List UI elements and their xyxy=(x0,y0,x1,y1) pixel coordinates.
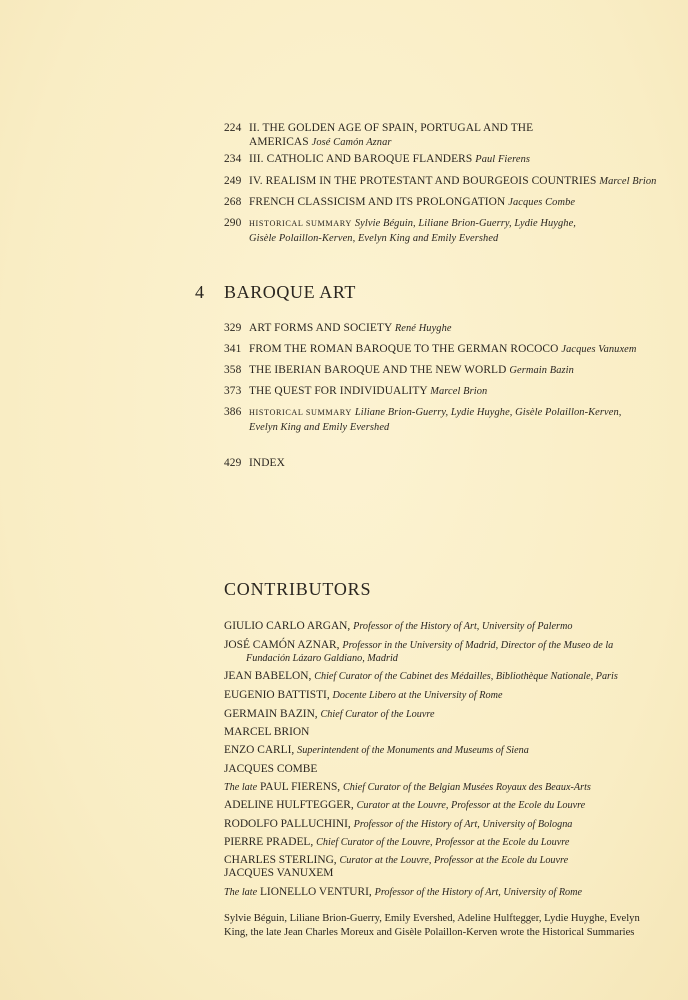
entry-author: Jacques Vanuxem xyxy=(561,344,637,355)
entry-title: II. THE GOLDEN AGE OF SPAIN, PORTUGAL AND THE xyxy=(249,122,534,134)
entry-author: Paul Fierens xyxy=(475,154,531,165)
toc-entry xyxy=(224,195,674,210)
contributor-name: PAUL FIERENS, xyxy=(259,781,341,793)
contributor-name: JOSÉ CAMÓN AZNAR, xyxy=(224,639,340,651)
toc-entry xyxy=(224,342,674,357)
contributor-name: JACQUES COMBE xyxy=(224,763,318,775)
entry-title: THE QUEST FOR INDIVIDUALITY xyxy=(249,385,428,397)
contributor xyxy=(224,799,654,812)
contributor xyxy=(224,854,654,867)
contributor-desc: Professor of the History of Art, University of Rome xyxy=(374,887,583,898)
toc-entry xyxy=(224,405,674,435)
contributor-name: GERMAIN BAZIN, xyxy=(224,708,318,720)
contributor xyxy=(224,781,654,794)
contributor xyxy=(224,620,654,633)
page-number: 234 xyxy=(224,153,242,165)
page-number: 341 xyxy=(224,343,242,355)
page-number: 329 xyxy=(224,322,242,334)
entry-title: ART FORMS AND SOCIETY xyxy=(249,322,392,334)
contributor-prefix: The late xyxy=(224,887,258,898)
page-number: 373 xyxy=(224,385,242,397)
contributor-desc: Curator at the Louvre, Professor at the Ecole du Louvre xyxy=(356,800,586,811)
contributor-desc: Professor of the History of Art, University of Palermo xyxy=(353,621,573,632)
page-number: 358 xyxy=(224,364,242,376)
entry-title: IV. REALISM IN THE PROTESTANT AND BOURGEOIS COUNTRIES xyxy=(249,175,597,187)
page-number: 249 xyxy=(224,175,242,187)
toc-entry xyxy=(224,121,674,150)
toc-entry xyxy=(224,174,674,189)
entry-author-cont: Gisèle Polaillon-Kerven, Evelyn King and Emily Evershed xyxy=(249,233,499,244)
contributor-desc: Curator at the Louvre, Professor at the Ecole du Louvre xyxy=(339,855,569,866)
entry-title-cont: AMERICAS xyxy=(249,136,309,148)
contributor-desc: Superintendent of the Monuments and Museums of Siena xyxy=(297,745,529,756)
contributor-desc-cont: Fundación Lázaro Galdiano, Madrid xyxy=(246,653,398,664)
contributor-desc: Chief Curator of the Louvre, Professor at the Ecole du Louvre xyxy=(316,837,570,848)
historical-summary-label: HISTORICAL SUMMARY xyxy=(249,408,352,417)
contributor xyxy=(224,670,654,683)
section-title: BAROQUE ART xyxy=(224,282,357,302)
contributor-name: CHARLES STERLING, xyxy=(224,854,337,866)
contributor-desc: Professor of the History of Art, University of Bologna xyxy=(353,819,573,830)
contributor-name: ADELINE HULFTEGGER, xyxy=(224,799,354,811)
contributor-name: EUGENIO BATTISTI, xyxy=(224,689,330,701)
contributor xyxy=(224,708,654,721)
contributor-desc: Chief Curator of the Cabinet des Médailles, Bibliothèque Nationale, Paris xyxy=(314,671,618,682)
contributor-prefix: The late xyxy=(224,782,258,793)
entry-title: III. CATHOLIC AND BAROQUE FLANDERS xyxy=(249,153,473,165)
contributors-heading: CONTRIBUTORS xyxy=(224,579,372,599)
contributor xyxy=(224,836,654,849)
contributor-name: PIERRE PRADEL, xyxy=(224,836,314,848)
summaries-note: Sylvie Béguin, Liliane Brion-Guerry, Emily Evershed, Adeline Hulftegger, Lydie Huyghe, Evelyn King, the late Jean Charles Moreux and Gisèle Polaillon-Kerven wrote the Historical Summaries xyxy=(224,913,640,938)
page-number: 224 xyxy=(224,122,242,134)
contributor-desc: Chief Curator of the Belgian Musées Royaux des Beaux-Arts xyxy=(343,782,591,793)
page-number: 268 xyxy=(224,196,242,208)
page-number: 290 xyxy=(224,217,242,229)
toc-entry-index xyxy=(224,456,674,470)
contributor-desc: Professor in the University of Madrid, Director of the Museo de la xyxy=(342,640,614,651)
toc-entry xyxy=(224,321,674,336)
entry-author: Germain Bazin xyxy=(509,365,574,376)
contributor-desc: Docente Libero at the University of Rome xyxy=(332,690,503,701)
toc-entry xyxy=(224,363,674,378)
page-number: 429 xyxy=(224,457,242,469)
contributor-name: JACQUES VANUXEM xyxy=(224,867,334,879)
entry-author: Jacques Combe xyxy=(508,197,576,208)
contributor xyxy=(224,867,654,880)
entry-author: Liliane Brion-Guerry, Lydie Huyghe, Gisèle Polaillon-Kerven, xyxy=(354,407,622,418)
entry-author: José Camón Aznar xyxy=(311,137,392,148)
contributor-desc: Chief Curator of the Louvre xyxy=(320,709,435,720)
contributor-name: MARCEL BRION xyxy=(224,726,310,738)
entry-author: Marcel Brion xyxy=(430,386,488,397)
contributor-name: JEAN BABELON, xyxy=(224,670,312,682)
contributor-name: RODOLFO PALLUCHINI, xyxy=(224,818,351,830)
entry-author: Marcel Brion xyxy=(599,176,657,187)
historical-summary-label: HISTORICAL SUMMARY xyxy=(249,219,352,228)
contributor xyxy=(224,886,654,899)
toc-entry xyxy=(224,216,674,246)
toc-entry xyxy=(224,384,674,399)
contributor-name: LIONELLO VENTURI, xyxy=(259,886,372,898)
contributor xyxy=(224,763,654,776)
contributor-name: GIULIO CARLO ARGAN, xyxy=(224,620,351,632)
entry-title: THE IBERIAN BAROQUE AND THE NEW WORLD xyxy=(249,364,507,376)
entry-title: INDEX xyxy=(249,457,285,469)
contributor xyxy=(224,744,654,757)
contributor-name: ENZO CARLI, xyxy=(224,744,295,756)
section-number: 4 xyxy=(195,282,204,302)
contributor xyxy=(224,689,654,702)
toc-entry xyxy=(224,152,674,167)
contributor xyxy=(224,726,654,739)
contributor xyxy=(224,639,654,665)
entry-title: FROM THE ROMAN BAROQUE TO THE GERMAN ROCOCO xyxy=(249,343,559,355)
entry-author: René Huyghe xyxy=(394,323,452,334)
entry-title: FRENCH CLASSICISM AND ITS PROLONGATION xyxy=(249,196,506,208)
page-number: 386 xyxy=(224,406,242,418)
contributor xyxy=(224,818,654,831)
entry-author: Sylvie Béguin, Liliane Brion-Guerry, Lydie Huyghe, xyxy=(354,218,577,229)
entry-author-cont: Evelyn King and Emily Evershed xyxy=(249,422,390,433)
